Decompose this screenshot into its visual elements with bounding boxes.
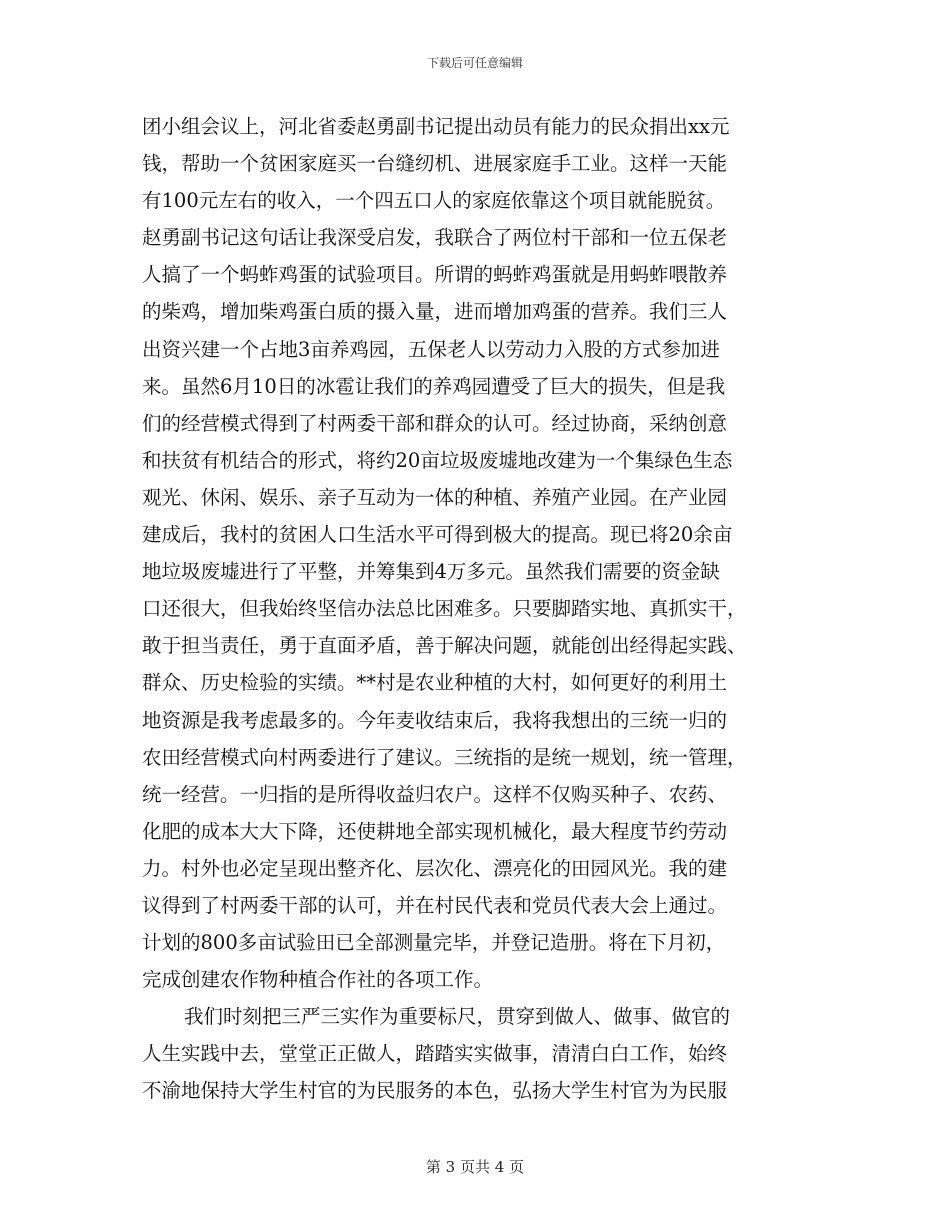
text-line: 地垃圾废墟进行了平整，并筹集到4万多元。虽然我们需要的资金缺 <box>142 560 720 584</box>
text-line: 们的经营模式得到了村两委干部和群众的认可。经过协商，采纳创意 <box>142 411 728 435</box>
text-line: 有100元左右的收入，一个四五口人的家庭依靠这个项目就能脱贫。 <box>142 189 726 213</box>
page-number: 第 3 页共 4 页 <box>425 1158 525 1176</box>
text-line: 团小组会议上，河北省委赵勇副书记提出动员有能力的民众捐出xx元 <box>142 115 730 138</box>
text-line: 力。村外也必定呈现出整齐化、层次化、漂亮化的田园风光。我的建 <box>142 856 728 880</box>
text-line: 来。虽然6月10日的冰雹让我们的养鸡园遭受了巨大的损失，但是我 <box>142 374 726 398</box>
text-line: 的柴鸡，增加柴鸡蛋白质的摄入量，进而增加鸡蛋的营养。我们三人 <box>142 300 728 324</box>
text-line: 赵勇副书记这句话让我深受启发，我联合了两位村干部和一位五保老 <box>142 226 728 250</box>
text-line: 和扶贫有机结合的形式，将约20亩垃圾废墟地改建为一个集绿色生态 <box>142 448 733 472</box>
text-line: 建成后，我村的贫困人口生活水平可得到极大的提高。现已将20余亩 <box>142 523 733 547</box>
text-line: 议得到了村两委干部的认可，并在村民代表和党员代表大会上通过。 <box>142 893 728 917</box>
text-line: 观光、休闲、娱乐、亲子互动为一体的种植、养殖产业园。在产业园 <box>142 485 728 509</box>
text-line: 口还很大，但我始终坚信办法总比困难多。只要脚踏实地、真抓实干， <box>142 597 747 621</box>
text-line: 地资源是我考虑最多的。今年麦收结束后，我将我想出的三统一归的 <box>142 708 728 732</box>
page-header: 下载后可任意编辑 <box>426 56 523 70</box>
text-line: 不渝地保持大学生村官的为民服务的本色，弘扬大学生村官为为民服 <box>142 1079 728 1103</box>
text-line: 钱，帮助一个贫困家庭买一台缝纫机、进展家庭手工业。这样一天能 <box>142 152 728 176</box>
text-line: 人生实践中去，堂堂正正做人，踏踏实实做事，清清白白工作，始终 <box>142 1042 728 1066</box>
text-line: 人搞了一个蚂蚱鸡蛋的试验项目。所谓的蚂蚱鸡蛋就是用蚂蚱喂散养 <box>142 263 728 287</box>
text-line: 农田经营模式向村两委进行了建议。三统指的是统一规划，统一管理， <box>142 745 747 769</box>
text-line: 敢于担当责任，勇于直面矛盾，善于解决问题，就能创出经得起实践、 <box>142 634 747 658</box>
text-line: 化肥的成本大大下降，还使耕地全部实现机械化，最大程度节约劳动 <box>142 819 728 843</box>
document-body <box>142 108 822 1110</box>
text-line: 完成创建农作物种植合作社的各项工作。 <box>142 968 494 992</box>
text-line: 统一经营。一归指的是所得收益归农户。这样不仅购买种子、农药、 <box>142 782 728 806</box>
text-line: 出资兴建一个占地3亩养鸡园，五保老人以劳动力入股的方式参加进 <box>142 337 720 361</box>
text-line: 计划的800多亩试验田已全部测量完毕，并登记造册。将在下月初， <box>142 931 726 955</box>
paragraph-start-line: 我们时刻把三严三实作为重要标尺，贯穿到做人、做事、做官的 <box>184 1005 731 1029</box>
text-line: 群众、历史检验的实绩。**村是农业种植的大村，如何更好的利用土 <box>142 671 728 695</box>
